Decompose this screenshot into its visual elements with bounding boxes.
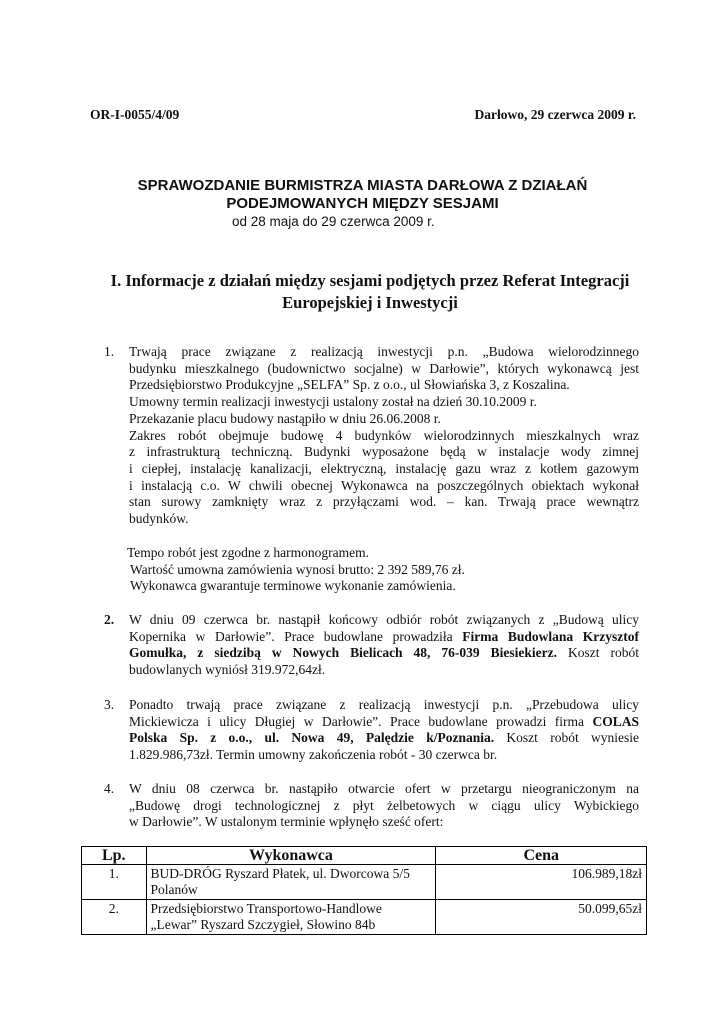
column-header-cena: Cena — [436, 847, 647, 865]
text-line: budowlanych wyniósł 319.972,64zł. — [129, 662, 326, 678]
progress-summary — [127, 545, 465, 595]
text-line: W dniu 09 czerwca br. nastąpił końcowy odbiór robót związanych z „Budową ulicy — [129, 612, 639, 627]
text-fragment: Kopernika w Darłowie”. Prace budowlane prowadziła — [129, 628, 463, 644]
column-header-wykonawca: Wykonawca — [146, 847, 436, 865]
text-line: „Budowę drogi technologicznej z płyt żelbetowych w ciągu ulicy Wybickiego — [129, 797, 639, 813]
cell-cena: 106.989,18zł — [436, 865, 647, 900]
table-row — [82, 865, 647, 900]
document-reference: OR-I-0055/4/09 — [90, 107, 180, 122]
text-line: w Darłowie”. W ustalonym terminie wpłynęło sześć ofert: — [129, 814, 444, 830]
cell-lp: 2. — [82, 900, 147, 935]
text-line: Przedsiębiorstwo Produkcyjne „SELFA” Sp. z o.o., ul Słowiańska 3, z Koszalina. — [129, 377, 570, 393]
text-line: i instalacją c.o. W chwili obecnej Wykonawca na poszczególnych obiektach wykonał — [129, 477, 639, 493]
list-item-body — [129, 697, 639, 764]
text-line — [129, 714, 639, 731]
document-date: Darłowo, 29 czerwca 2009 r. — [474, 107, 636, 122]
table-header-row — [82, 847, 647, 865]
list-item-number: 4. — [104, 781, 115, 796]
text-line: budynku mieszkalnego (budownictwo socjalne) w Darłowie”, których wykonawcą jest — [129, 360, 639, 376]
list-item-number: 1. — [104, 344, 115, 359]
text-line: Przedsiębiorstwo Transportowo-Handlowe — [150, 901, 382, 916]
cell-cena: 50.099,65zł — [436, 900, 647, 935]
cell-wykonawca — [146, 865, 436, 900]
list-item-1 — [104, 344, 639, 528]
list-item-3 — [104, 697, 639, 764]
text-line — [129, 730, 639, 747]
text-line — [129, 645, 639, 662]
contractor-name: Firma Budowlana Krzysztof — [462, 628, 639, 644]
cell-lp: 1. — [82, 865, 147, 900]
text-line: 1.829.986,73zł. Termin umowny zakończenia robót - 30 czerwca br. — [129, 747, 498, 763]
list-item-number: 3. — [104, 697, 115, 712]
text-line: Umowny termin realizacji inwestycji ustalony został na dzień 30.10.2009 r. — [129, 394, 537, 410]
text-line: BUD-DRÓG Ryszard Płatek, ul. Dworcowa 5/5 — [150, 866, 410, 881]
text-fragment: Mickiewicza i ulicy Długiej w Darłowie”. Prace budowlane prowadzi firma — [129, 713, 593, 729]
contractor-address: Polska Sp. z o.o., ul. Nowa 49, Palędzie k/Poznania. — [129, 730, 495, 746]
offers-table — [81, 846, 647, 935]
list-item-body — [129, 781, 639, 831]
text-line: W dniu 08 czerwca br. nastąpiło otwarcie ofert w przetargu nieograniczonym na — [129, 781, 639, 796]
text-line: „Lewar” Ryszard Szczygieł, Słowino 84b — [150, 917, 376, 932]
list-item-2 — [104, 612, 639, 679]
text-line: stan surowy zamknięty wraz z przyłączami wod. – kan. Trwają prace wewnątrz — [129, 494, 639, 510]
text-line: Zakres robót obejmuje budowę 4 budynków wielorodzinnych mieszkalnych wraz — [129, 427, 639, 443]
contractor-address: Gomułka, z siedzibą w Nowych Bielicach 48, 76-039 Biesiekierz. — [129, 645, 558, 661]
section-heading-line1: I. Informacje z działań między sesjami podjętych przez Referat Integracji — [110, 271, 630, 290]
text-line: Wartość umowna zamówienia wynosi brutto: 2 392 589,76 zł. — [130, 561, 465, 577]
report-title — [0, 177, 725, 213]
text-line: Ponadto trwają prace związane z realizacją inwestycji p.n. „Przebudowa ulicy — [129, 697, 639, 712]
list-item-body — [129, 612, 639, 679]
text-line: i ciepłej, instalację kanalizacji, elektryczną, instalację gazu wraz z kotłem gazowym — [129, 460, 639, 476]
list-item-body — [129, 344, 639, 528]
text-fragment: Koszt robót — [557, 645, 639, 661]
report-title-line1: SPRAWOZDANIE BURMISTRZA MIASTA DARŁOWA Z DZIAŁAŃ — [137, 177, 588, 194]
cell-wykonawca — [146, 900, 436, 935]
text-line: budynków. — [129, 511, 189, 527]
section-heading — [70, 270, 670, 314]
report-title-line2: PODEJMOWANYCH MIĘDZY SESJAMI — [226, 195, 499, 212]
table-row — [82, 900, 647, 935]
text-line — [129, 629, 639, 646]
text-line: Trwają prace związane z realizacją inwestycji p.n. „Budowa wielorodzinnego — [129, 344, 639, 359]
report-period: od 28 maja do 29 czerwca 2009 r. — [232, 214, 435, 229]
text-fragment: Koszt robót wyniesie — [494, 730, 639, 746]
list-item-4 — [104, 781, 639, 831]
text-line: Tempo robót jest zgodne z harmonogramem. — [127, 545, 369, 560]
text-line: Przekazanie placu budowy nastąpiło w dniu 26.06.2008 r. — [129, 410, 441, 426]
section-heading-line2: Europejskiej i Inwestycji — [282, 293, 458, 312]
list-item-number: 2. — [104, 612, 115, 627]
column-header-lp: Lp. — [82, 847, 147, 865]
text-line: Polanów — [150, 882, 198, 897]
text-line: z infrastrukturą techniczną. Budynki wyposażone będą w instalacje wody zimnej — [129, 444, 639, 460]
text-line: Wykonawca gwarantuje terminowe wykonanie zamówienia. — [130, 578, 456, 594]
contractor-name: COLAS — [592, 713, 639, 729]
